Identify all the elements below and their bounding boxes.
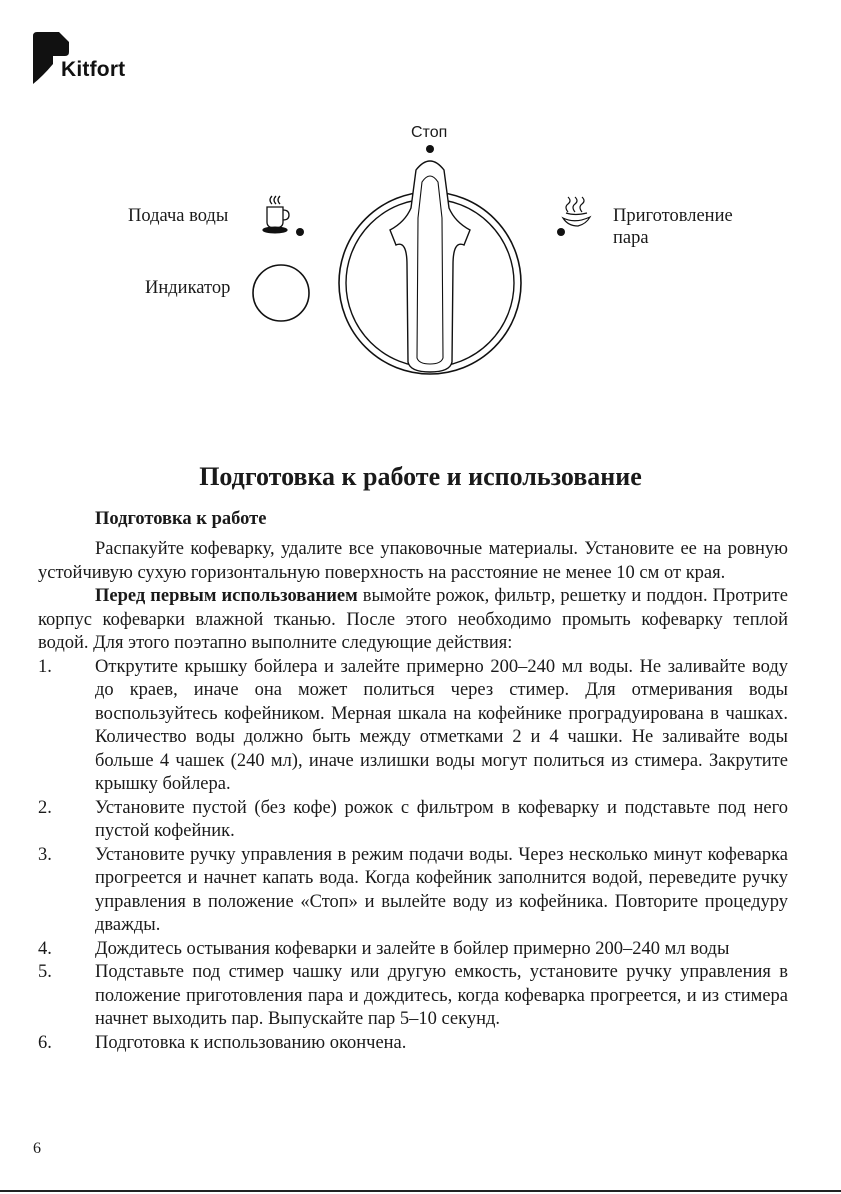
steps-list: [38, 656, 788, 1056]
paragraph-first-use-rest: вымойте рожок, фильтр, решетку и поддон. Протрите корпус кофеварки влажной тканью. После этого необходимо промыть кофеварку теплой водой. Для этого поэтапно выполните следующие действия:: [38, 586, 788, 653]
brand-name: Kitfort: [61, 58, 126, 81]
section-title: Подготовка к работе и использование: [199, 462, 642, 491]
steam-label-line1: Приготовление: [613, 206, 733, 226]
stop-position-dot: [426, 145, 434, 153]
body-text: [38, 538, 788, 1055]
control-knob-diagram: [0, 100, 841, 460]
list-item: [38, 844, 788, 938]
list-item: [38, 797, 788, 844]
water-supply-label: Подача воды: [128, 206, 229, 226]
step-number: 3.: [38, 844, 52, 865]
step-text: Открутите крышку бойлера и залейте примерно 200–240 мл воды. Не заливайте воду до краев, иначе она может политься через стимер. Для отмеривания воды воспользуйтесь кофейником. Мерная шкала на кофейнике проградуирована в чашках. Количество воды должно быть между отметками 2 и 4 чашки. Не заливайте воды больше 4 чашек (240 мл), иначе излишки воды могут политься из стимера. Закрутите крышку бойлера.: [95, 656, 788, 794]
bottom-rule: [0, 1190, 841, 1192]
steam-label: [613, 205, 733, 249]
page-number: 6: [33, 1140, 41, 1157]
step-number: 1.: [38, 656, 52, 677]
indicator-label: Индикатор: [145, 278, 231, 298]
stop-label: Стоп: [411, 124, 448, 141]
list-item: [38, 938, 788, 962]
step-number: 6.: [38, 1032, 52, 1053]
knob-handle: [390, 161, 470, 372]
step-text: Подготовка к использованию окончена.: [95, 1032, 407, 1053]
indicator-lamp: [253, 265, 309, 321]
coffee-cup-icon: [263, 196, 289, 233]
subheading: Подготовка к работе: [95, 509, 267, 529]
list-item: [38, 961, 788, 1032]
steam-label-line2: пара: [613, 228, 649, 248]
step-number: 4.: [38, 938, 52, 959]
step-text: Установите ручку управления в режим подачи воды. Через несколько минут кофеварка прогреется и начнет капать вода. Когда кофейник заполнится водой, переведите ручку управления в положение «Стоп» и вылейте воду из кофейника. Повторите процедуру дважды.: [95, 844, 788, 935]
paragraph-unpack: Распакуйте кофеварку, удалите все упаковочные материалы. Установите ее на ровную устойчивую сухую горизонтальную поверхность на расстояние не менее 10 см от края.: [38, 539, 788, 583]
step-number: 2.: [38, 797, 52, 818]
step-text: Дождитесь остывания кофеварки и залейте в бойлер примерно 200–240 мл воды: [95, 938, 730, 959]
paragraph-first-use: [38, 585, 788, 656]
water-position-dot: [296, 228, 304, 236]
step-number: 5.: [38, 962, 52, 982]
paragraph-first-use-bold: Перед первым использованием: [95, 586, 358, 606]
knob-drawing: [0, 100, 841, 460]
steam-position-dot: [557, 228, 565, 236]
list-item: [38, 656, 788, 797]
list-item: [38, 1032, 788, 1056]
brand-logo: [33, 32, 153, 92]
step-text: Установите пустой (без кофе) рожок с фильтром в кофеварку и подставьте под него пустой кофейник.: [95, 797, 788, 841]
step-text: Подставьте под стимер чашку или другую емкость, установите ручку управления в положение приготовления пара и дождитесь, когда кофеварка прогреется, и из стимера начнет выходить пар. Выпускайте пар 5–10 секунд.: [95, 962, 788, 1029]
steam-icon: [563, 197, 590, 226]
